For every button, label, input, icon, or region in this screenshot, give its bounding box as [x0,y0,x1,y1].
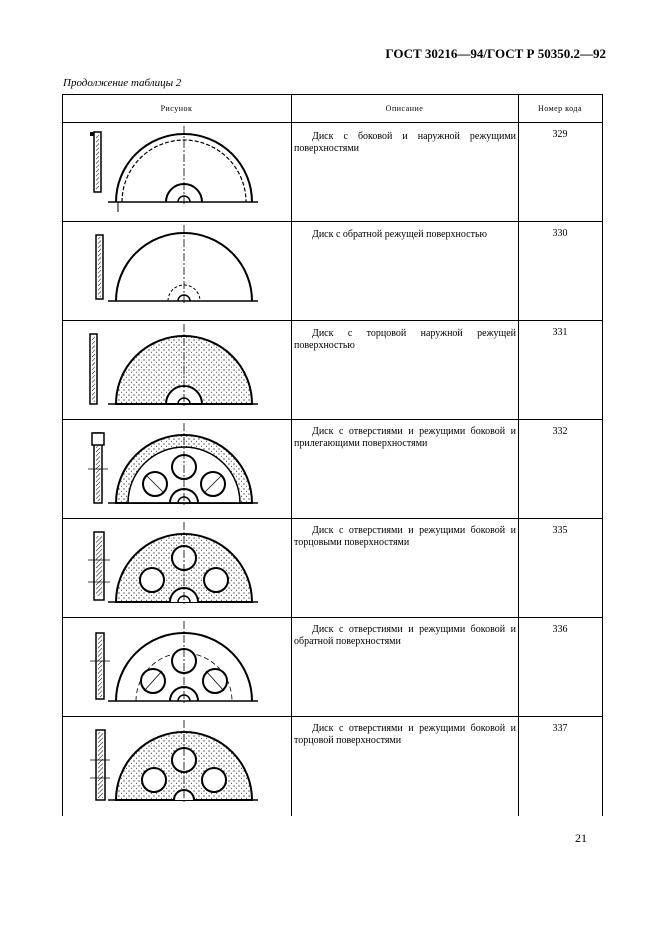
row-description: Диск с торцовой наружной режущей поверхностью [294,328,516,351]
figure-disc-holes-side-adjacent [78,423,268,515]
column-header-code: Номер кода [537,104,583,113]
row-code: 330 [552,228,568,239]
figure-disc-face-outer [78,324,268,416]
figure-disc-holes-side-face [78,522,268,614]
figure-disc-reverse [78,225,268,317]
figure-disc-side-outer [78,126,268,218]
figure-disc-holes-side-face-2 [78,720,268,812]
row-code: 335 [552,525,568,536]
column-header-description: Описание [385,104,424,113]
document-header: ГОСТ 30216—94/ГОСТ Р 50350.2—92 [385,46,606,61]
figure-disc-holes-side-reverse [78,621,268,713]
row-description: Диск с отверстиями и режущими боковой и торцовой поверхностями [294,723,516,746]
row-description: Диск с отверстиями и режущими боковой и обратной поверхностями [294,624,516,647]
row-code: 331 [552,327,568,338]
row-code: 337 [552,723,568,734]
row-description: Диск с обратной режущей поверхностью [312,229,487,240]
row-description: Диск с боковой и наружной режущими поверхностями [294,131,516,154]
row-code: 332 [552,426,568,437]
table-caption: Продолжение таблицы 2 [63,77,182,89]
row-code: 336 [552,624,568,635]
column-header-figure: Рисунок [160,104,193,113]
row-code: 329 [552,129,568,140]
row-description: Диск с отверстиями и режущими боковой и прилегающими поверхностями [294,426,516,449]
page-number: 21 [575,831,587,845]
row-description: Диск с отверстиями и режущими боковой и торцовыми поверхностями [294,525,516,548]
